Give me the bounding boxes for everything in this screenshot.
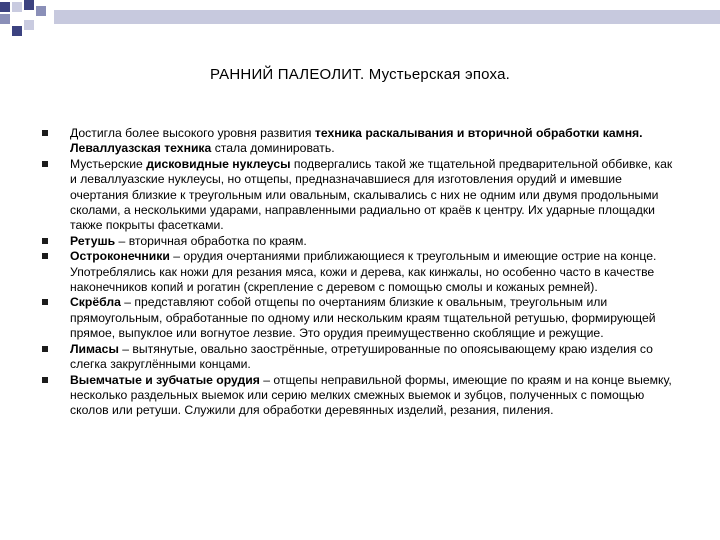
deco-square — [24, 20, 34, 30]
bold-term: Остроконечники — [70, 249, 170, 264]
deco-square — [0, 2, 10, 12]
list-item — [42, 342, 682, 373]
header-bar — [54, 10, 720, 24]
bullet-square-icon — [42, 238, 48, 244]
text-run: – отщепы неправильной формы, имеющие по краям и на конце выемку, несколько раздельных выемок или серию мелких смежных выемок и зубцов, полученных с помощью сколов или ретуши. Служили для обработки деревянных изделий, резания, пиления. — [70, 372, 672, 418]
list-item-text — [70, 234, 307, 248]
bold-term: Ретушь — [70, 233, 116, 248]
text-run: Мустьерские — [70, 156, 147, 171]
bullet-list — [42, 126, 682, 419]
deco-square — [24, 0, 34, 10]
text-run: – представляют собой отщепы по очертаниям близкие к овальным, треугольным или прямоугольным, обработанные по одному или нескольким краям тщательной ретушью, формирующей прямое, выпуклое или вогнутое лезвие. Это орудия преимущественно скоблящие и режущие. — [70, 295, 656, 341]
list-item — [42, 373, 682, 419]
list-item-text — [70, 373, 672, 418]
list-item — [42, 234, 682, 249]
list-item-text — [70, 126, 643, 155]
bullet-square-icon — [42, 377, 48, 383]
deco-square — [36, 6, 46, 16]
bold-term: Лимасы — [70, 341, 119, 356]
bold-term: Скрёбла — [70, 295, 121, 310]
text-run: – вторичная обработка по краям. — [115, 233, 307, 248]
bold-term: дисковидные нуклеусы — [146, 156, 291, 171]
deco-square — [12, 2, 22, 12]
list-item-text — [70, 157, 672, 233]
text-run: – орудия очертаниями приближающиеся к треугольным и имеющие острие на конце. Употреблялись как ножи для резания мяса, кожи и дерева, как кинжалы, но особенно часто в качестве наконечников копий и рогатин (скрепление с деревом с помощью смолы и кожаных ремней). — [70, 249, 657, 295]
list-item-text — [70, 295, 656, 340]
bullet-square-icon — [42, 161, 48, 167]
text-run: стала доминировать. — [211, 141, 335, 156]
bold-term: техника раскалывания и вторичной обработки камня. Леваллуазская техника — [70, 126, 643, 156]
bullet-square-icon — [42, 299, 48, 305]
list-item — [42, 157, 682, 234]
list-item — [42, 249, 682, 295]
list-item-text — [70, 249, 656, 294]
text-run: Достигла более высокого уровня развития — [70, 126, 315, 140]
text-run: подвергались такой же тщательной предварительной оббивке, как и леваллуазские нуклеусы, но отщепы, предназначавшиеся для изготовления орудий и имевшие очертания близкие к треугольным или овальным, скалывались с них не одним или двумя продольными сколами, а несколькими ударами, направленными радиально от краёв к центру. Их ударные площадки также покрыты фасетками. — [70, 156, 673, 233]
bullet-square-icon — [42, 130, 48, 136]
deco-square — [0, 14, 10, 24]
slide-title: РАННИЙ ПАЛЕОЛИТ. Мустьерская эпоха. — [209, 66, 510, 83]
text-run: – вытянутые, овально заострённые, отретушированные по опоясывающему краю изделия со слегка закруглёнными концами. — [70, 341, 653, 372]
header-decoration — [0, 0, 720, 40]
list-item-text — [70, 342, 653, 371]
bullet-square-icon — [42, 346, 48, 352]
deco-square — [12, 26, 22, 36]
list-item — [42, 126, 682, 157]
list-item — [42, 295, 682, 341]
bold-term: Выемчатые и зубчатые орудия — [70, 372, 260, 387]
bullet-square-icon — [42, 253, 48, 259]
